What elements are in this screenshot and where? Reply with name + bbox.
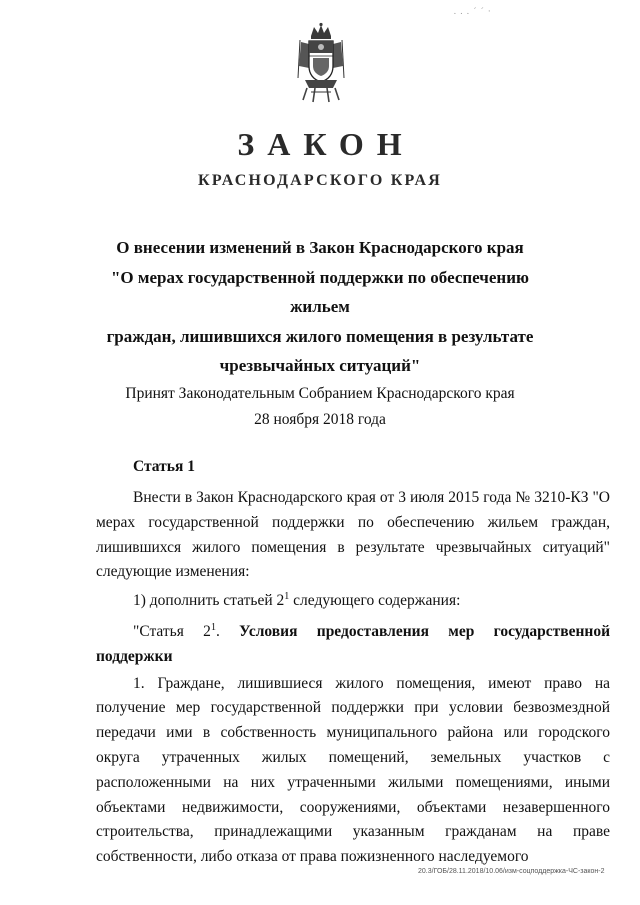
subject-line: О внесении изменений в Закон Краснодарского края <box>116 238 524 257</box>
law-title: ЗАКОН <box>237 126 415 162</box>
article-body <box>96 486 610 870</box>
adoption-date: 28 ноября 2018 года <box>254 411 386 428</box>
quote-dot: . <box>215 622 240 640</box>
new-article-title: Условия предоставления мер государственной поддержки <box>96 622 611 665</box>
new-article-heading <box>96 620 610 670</box>
subject-line: "О мерах государственной поддержки по обеспечению жильем <box>110 267 530 316</box>
quote-prefix: "Статья 2 <box>133 622 211 640</box>
paragraph-1: 1. Граждане, лишившиеся жилого помещения, имеют право на получение мер государственной поддержки при условии безвозмездной передачи ими в собственность муниципального района или городского округа утраченных жилых помещений, земельных участков с расположенными на них утраченными жилыми помещениями, иными объектами недвижимости, сооружениями, объектами незавершенного строительства, принадлежащими указанным гражданам на праве собственности, либо отказа от права пожизненного наследуемого <box>96 674 610 866</box>
subject-line: граждан, лишившихся жилого помещения в результате <box>106 326 534 346</box>
superscript: 1 <box>210 621 216 633</box>
item-text: 1) дополнить статьей 2 <box>133 592 285 610</box>
article-intro: Внести в Закон Краснодарского края от 3 июля 2015 года № 3210-КЗ "О мерах государственной поддержки по обеспечению жильем граждан, лишившихся жилого помещения в результате чрезвычайных ситуаций" следующие изменения: <box>96 489 610 581</box>
subject-line: чрезвычайных ситуаций" <box>219 356 421 375</box>
article-heading: Статья 1 <box>133 458 195 475</box>
law-subject <box>90 233 550 381</box>
adoption-body: Принят Законодательным Собранием Краснодарского края <box>125 385 515 402</box>
corner-handwritten-mark: . . . ˊ ˊ · <box>454 6 492 16</box>
document-path-footer: 20.3/ГОБ/28.11.2018/10.06/изм-соцподдержка-ЧС-закон-2 <box>418 868 605 875</box>
law-region: КРАСНОДАРСКОГО КРАЯ <box>198 172 442 189</box>
krasnodar-coat-of-arms-icon <box>295 22 347 104</box>
item-text-end: следующего содержания: <box>289 592 461 610</box>
superscript: 1 <box>284 591 290 603</box>
adoption-info <box>0 381 640 433</box>
amendment-item <box>96 589 610 614</box>
